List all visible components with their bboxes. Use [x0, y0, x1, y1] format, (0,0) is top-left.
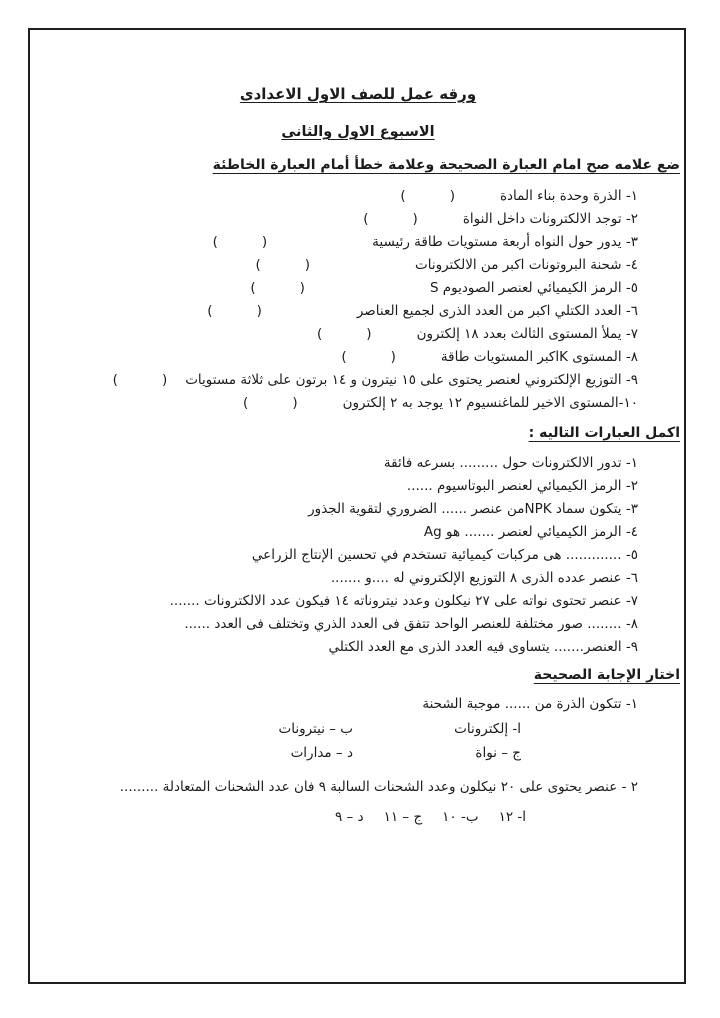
option-c: ج – ١١	[383, 809, 423, 825]
list-item	[32, 277, 638, 300]
answer-parentheses	[243, 392, 298, 415]
paren-open: (	[304, 257, 310, 273]
paren-open: (	[292, 395, 298, 411]
worksheet-content	[32, 30, 684, 829]
paren-close: )	[112, 372, 118, 388]
statement-text: ٣- يدور حول النواه أربعة مستويات طاقة رئيسية	[372, 234, 638, 250]
paren-close: )	[212, 234, 218, 250]
answer-parentheses	[363, 208, 418, 231]
paren-close: )	[400, 188, 406, 204]
true-false-list	[32, 185, 684, 415]
list-item	[32, 208, 638, 231]
paren-close: )	[317, 326, 323, 342]
paren-open: (	[261, 234, 268, 250]
answer-parentheses	[207, 300, 262, 323]
statement-text: ٢- توجد الالكترونات داخل النواة	[462, 211, 638, 227]
paren-open: (	[299, 280, 305, 296]
paren-close: )	[243, 395, 249, 411]
mcq-question-2: ٢ - عنصر يحتوى على ٢٠ نيكلون وعدد الشحنات السالبة ٩ فان عدد الشحنات المتعادلة .........	[119, 779, 638, 795]
list-item	[32, 185, 638, 208]
answer-parentheses	[341, 346, 396, 369]
list-item: ٣- يتكون سماد NPKمن عنصر ...... الضروري لتقوية الجذور	[308, 501, 638, 517]
complete-list	[32, 452, 684, 659]
paren-open: (	[390, 349, 396, 365]
paren-close: )	[363, 211, 369, 227]
list-item	[32, 392, 638, 415]
paren-open: (	[412, 211, 418, 227]
list-item: ٦- عنصر عدده الذرى ٨ التوزيع الإلكتروني له ....و .......	[330, 570, 638, 586]
answer-parentheses	[400, 185, 455, 208]
list-item: ١- تدور الالكترونات حول ......... بسرعه فائقة	[383, 455, 638, 471]
list-item	[32, 346, 638, 369]
paren-close: )	[341, 349, 347, 365]
option-d: د – مدارات	[290, 745, 353, 761]
answer-parentheses	[255, 254, 310, 277]
answer-parentheses	[213, 231, 268, 254]
list-item: ٤- الرمز الكيميائي لعنصر ....... هو Ag	[423, 524, 638, 540]
mcq-question-1: ١- تتكون الذرة من ...... موجبة الشحنة	[422, 696, 638, 712]
paren-close: )	[255, 257, 261, 273]
option-c: ج – نواة	[475, 745, 521, 761]
option-a: ا- ١٢	[498, 809, 526, 825]
paren-close: )	[250, 280, 256, 296]
list-item: ٨- ........ صور مختلفة للعنصر الواحد تتفق فى العدد الذري وتختلف فى العدد ......	[184, 616, 638, 632]
answer-parentheses	[250, 277, 305, 300]
list-item	[32, 323, 638, 346]
paren-open: (	[366, 326, 372, 342]
page-title: ورقه عمل للصف الاول الاعدادى	[239, 85, 477, 103]
list-item: ٧- عنصر تحتوى نواته على ٢٧ نيكلون وعدد نيتروناته ١٤ فيكون عدد الالكترونات .......	[169, 593, 638, 609]
option-a: ا- إلكترونات	[454, 721, 521, 737]
mcq-block	[32, 693, 684, 829]
paren-open: (	[449, 188, 455, 204]
paren-open: (	[256, 303, 262, 319]
option-b: ب- ١٠	[442, 809, 479, 825]
section-mcq-header: اختار الإجابة الصحيحة	[533, 667, 680, 683]
list-item	[32, 254, 638, 277]
statement-text: ١٠-المستوى الاخير للماغنسيوم ١٢ يوجد به ٢ إلكترون	[342, 395, 638, 411]
answer-parentheses	[317, 323, 372, 346]
list-item	[32, 231, 638, 254]
option-d: د – ٩	[334, 809, 364, 825]
statement-text: ١- الذرة وحدة بناء المادة	[499, 188, 638, 204]
list-item: ٩- العنصر....... يتساوى فيه العدد الذرى مع العدد الكتلي	[328, 639, 638, 655]
mcq-question-1-options	[32, 717, 638, 765]
list-item: ٥- ............. هى مركبات كيميائية تستخدم في تحسين الإنتاج الزراعي	[251, 547, 638, 563]
statement-text: ٦- العدد الكتلي اكبر من العدد الذرى لجميع العناصر	[356, 303, 638, 319]
statement-text: ٧- يملأ المستوى الثالث بعدد ١٨ إلكترون	[416, 326, 638, 342]
statement-text: ٤- شحنة البروتونات اكبر من الالكترونات	[415, 257, 638, 273]
statement-text: ٩- التوزيع الإلكتروني لعنصر يحتوى على ١٥ نيترون و ١٤ برتون على ثلاثة مستويات	[185, 372, 638, 388]
section-complete-header: اكمل العبارات التاليه :	[528, 425, 680, 441]
list-item: ٢- الرمز الكيميائي لعنصر البوتاسيوم ......	[406, 478, 638, 494]
paren-close: )	[207, 303, 213, 319]
mcq-question-2-options	[32, 806, 638, 829]
list-item	[32, 300, 638, 323]
answer-parentheses	[113, 369, 168, 392]
section-true-false-header: ضع علامه صح امام العبارة الصحيحة وعلامة خطأ أمام العبارة الخاطئة	[212, 157, 680, 173]
paren-open: (	[161, 372, 168, 388]
title-block	[32, 84, 684, 142]
page-subtitle: الاسبوع الاول والثانى	[281, 124, 435, 140]
statement-text: ٥- الرمز الكيميائي لعنصر الصوديوم S	[429, 280, 638, 296]
statement-text: ٨- المستوى Kاكبر المستويات طاقة	[440, 349, 638, 365]
option-b: ب – نيترونات	[278, 721, 353, 737]
list-item	[32, 369, 638, 392]
